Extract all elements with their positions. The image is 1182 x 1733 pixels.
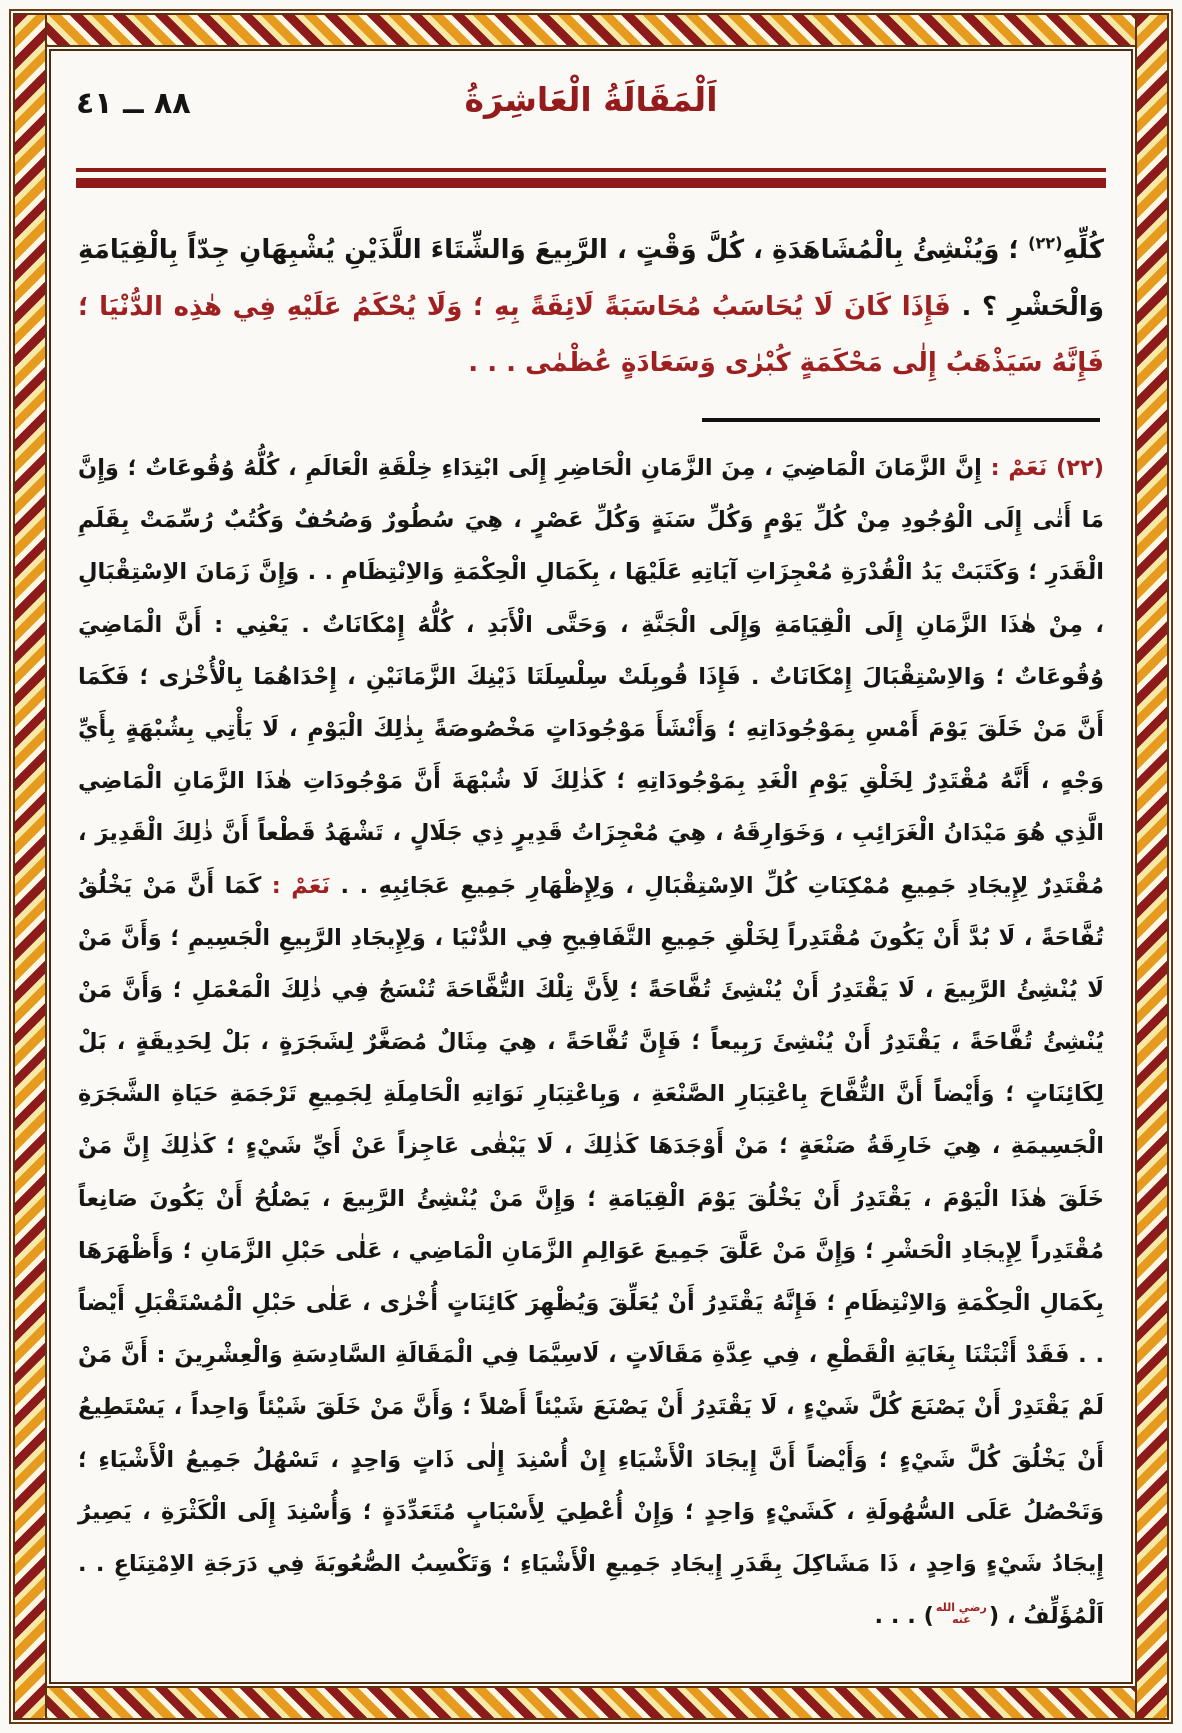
footnote-text-part1: إِنَّ الزَّمَانَ الْمَاضِيَ ، مِنَ الزَّمَانِ الْحَاضِرِ إِلَى ابْتِدَاءِ خِلْقَةِ الْعَالَمِ ، كُلُّهُ وُقُوعَاتٌ ؛ وَإِنَّ مَا أَتٰى إِلَى الْوُجُودِ مِنْ كُلِّ يَوْمٍ وَكُلِّ سَنَةٍ وَكُلِّ عَصْرٍ ، هِيَ سُطُورٌ وَصُحُفٌ وَكُتُبٌ رُسِّمَتْ بِقَلَمِ الْقَدَرِ ؛ وَكَتَبَتْ يَدُ الْقُدْرَةِ مُعْجِزَاتِ آيَاتِهِ عَلَيْهَا ، بِكَمَالِ الْحِكْمَةِ وَالاِنْتِظَامِ . . وَإِنَّ زَمَانَ الاِسْتِقْبَالِ ، مِنْ هٰذَا الزَّمَانِ إِلَى الْقِيَامَةِ وَإِلَى الْجَنَّةِ ، وَحَتَّى الْأَبَدِ ، كُلُّهُ إِمْكَانَاتٌ . يَعْنِي : أَنَّ الْمَاضِيَ وُقُوعَاتٌ ؛ وَالاِسْتِقْبَالَ إِمْكَانَاتٌ . فَإِذَا قُوبِلَتْ سِلْسِلَتَا ذَيْنِكَ الزَّمَانَيْنِ ، إِحْدَاهُمَا بِالْأُخْرٰى ؛ فَكَمَا أَنَّ مَنْ خَلَقَ يَوْمَ أَمْسِ بِمَوْجُودَاتِهِ ؛ وَأَنْشَأَ مَوْجُودَاتٍ مَخْصُوصَةً بِذٰلِكَ الْيَوْمِ ، لَا يَأْتِي بِشُبْهَةٍ بِأَيِّ وَجْهٍ ، أَنَّهُ مُقْتَدِرٌ لِخَلْقِ يَوْمِ الْغَدِ بِمَوْجُودَاتِهِ ؛ كَذٰلِكَ لَا شُبْهَةَ أَنَّ مَوْجُودَاتِ هٰذَا الزَّمَانِ الْمَاضِي الَّذِي هُوَ مَيْدَانُ الْغَرَائِبِ ، وَخَوَارِقَهُ ، هِيَ مُعْجِزَاتُ قَدِيرٍ ذِي جَلَالٍ ، تَشْهَدُ قَطْعاً أَنَّ ذٰلِكَ الْقَدِيرَ ، مُقْتَدِرٌ لِإِيجَادِ جَمِيعِ مُمْكِنَاتِ كُلِّ الاِسْتِقْبَالِ ، وَلِإِظْهَارِ جَمِيعِ عَجَائِبِهِ . . bbox=[78, 455, 1104, 899]
footnote-ellipsis: . . . bbox=[874, 1603, 924, 1630]
frame-chain-left bbox=[13, 13, 47, 1720]
frame-chain-right bbox=[1135, 13, 1169, 1720]
footnote-reference-22: (٢٢) bbox=[1028, 233, 1063, 253]
header-double-rule bbox=[76, 168, 1106, 188]
footnote-marker: (٢٢) نَعَمْ : bbox=[981, 455, 1105, 482]
seal-text-line1: رضي الله bbox=[935, 1601, 987, 1615]
page-header bbox=[76, 72, 1106, 146]
main-text-red: فَإِذَا كَانَ لَا يُحَاسَبُ مُحَاسَبَةً لَائِقَةً بِهِ ؛ وَلَا يُحْكَمُ عَلَيْهِ فِي هٰذِه الدُّنْيَا ؛ فَإِنَّهُ سَيَذْهَبُ إِلٰى مَحْكَمَةٍ كُبْرٰى وَسَعَادَةٍ عُظْمٰى . . . bbox=[78, 291, 1104, 379]
main-text-black-start: كُلِّهِ bbox=[1062, 235, 1104, 265]
seal-text-line2: عنه bbox=[952, 1612, 971, 1626]
frame-chain-top bbox=[13, 13, 1169, 47]
footnote-separator-rule bbox=[702, 418, 1100, 422]
page-content bbox=[76, 72, 1106, 1663]
page-title: اَلْمَقَالَةُ الْعَاشِرَةُ bbox=[464, 80, 718, 119]
frame-chain-bottom bbox=[13, 1686, 1169, 1720]
footnote-text-part2: كَمَا أَنَّ مَنْ يَخْلُقُ تُفَّاحَةً ، لَا بُدَّ أَنْ يَكُونَ مُقْتَدِراً لِخَلْقِ جَمِيعِ التَّفَافِيحِ فِي الدُّنْيَا ، وَلِإِيجَادِ الرَّبِيعِ الْجَسِيمِ ؛ وَأَنَّ مَنْ لَا يُنْشِئُ الرَّبِيعَ ، لَا يَقْتَدِرُ أَنْ يُنْشِئَ تُفَّاحَةً ؛ لِأَنَّ تِلْكَ التُّفَّاحَةَ تُنْسَجُ فِي ذٰلِكَ الْمَعْمَلِ ؛ وَأَنَّ مَنْ يُنْشِئُ تُفَّاحَةً ، يَقْتَدِرُ أَنْ يُنْشِئَ رَبِيعاً ؛ فَإِنَّ تُفَّاحَةً ، هِيَ مِثَالٌ مُصَغَّرٌ لِشَجَرَةٍ ، بَلْ لِحَدِيقَةٍ ، بَلْ لِكَائِنَاتٍ ؛ وَأَيْضاً أَنَّ التُّفَّاحَ بِاعْتِبَارِ الصَّنْعَةِ ، وَبِاعْتِبَارِ نَوَاتِهِ الْحَامِلَةِ لِجَمِيعِ تَرْجَمَةِ حَيَاةِ الشَّجَرَةِ الْجَسِيمَةِ ، هِيَ خَارِقَةُ صَنْعَةٍ ؛ مَنْ أَوْجَدَهَا كَذٰلِكَ ، لَا يَبْقٰى عَاجِزاً عَنْ أَيِّ شَيْءٍ ؛ كَذٰلِكَ إِنَّ مَنْ خَلَقَ هٰذَا الْيَوْمَ ، يَقْتَدِرُ أَنْ يَخْلُقَ يَوْمَ الْقِيَامَةِ ؛ وَإِنَّ مَنْ يُنْشِئُ الرَّبِيعَ ، يَصْلُحُ أَنْ يَكُونَ صَانِعاً مُقْتَدِراً لِإِيجَادِ الْحَشْرِ ؛ وَإِنَّ مَنْ عَلَّقَ جَمِيعَ عَوَالِمِ الزَّمَانِ الْمَاضِي ، عَلٰى حَبْلِ الزَّمَانِ ؛ وَأَظْهَرَهَا بِكَمَالِ الْحِكْمَةِ وَالاِنْتِظَامِ ؛ فَإِنَّهُ يَقْتَدِرُ أَنْ يُعَلِّقَ وَيُظْهِرَ كَائِنَاتٍ أُخْرٰى ، عَلٰى حَبْلِ الْمُسْتَقْبَلِ أَيْضاً . . فَقَدْ أَثْبَتْنَا بِغَايَةِ الْقَطْعِ ، فِي عِدَّةِ مَقَالَاتٍ ، لَاسِيَّمَا فِي الْمَقَالَةِ السَّادِسَةِ وَالْعِشْرِينَ : أَنَّ مَنْ لَمْ يَقْتَدِرْ أَنْ يَصْنَعَ كُلَّ شَيْءٍ ، لَا يَقْتَدِرُ أَنْ يَصْنَعَ شَيْئاً أَصْلاً ؛ وَأَنَّ مَنْ خَلَقَ شَيْئاً وَاحِداً ، يَسْتَطِيعُ أَنْ يَخْلُقَ كُلَّ شَيْءٍ ؛ وَأَيْضاً أَنَّ إِيجَادَ الْأَشْيَاءِ إِنْ أُسْنِدَ إِلٰى ذَاتٍ وَاحِدٍ ، تَسْهُلُ جَمِيعُ الْأَشْيَاءِ ؛ وَتَحْصُلُ عَلَى السُّهُولَةِ ، كَشَيْءٍ وَاحِدٍ ؛ وَإِنْ أُعْطِيَ لِأَسْبَابٍ مُتَعَدِّدَةٍ ؛ وَأُسْنِدَ إِلَى الْكَثْرَةِ ، يَصِيرُ إِيجَادُ شَيْءٍ وَاحِدٍ ، ذَا مَشَاكِلَ بِقَدَرِ إِيجَادِ جَمِيعِ الْأَشْيَاءِ ؛ وَتَكْسِبُ الصُّعُوبَةَ فِي دَرَجَةِ الاِمْتِنَاعِ . . bbox=[78, 872, 1104, 1577]
footnote-author-label: اَلْمُؤَلِّفُ ، bbox=[999, 1603, 1104, 1630]
main-text-black-rest: ؛ وَيُنْشِئُ بِالْمُشَاهَدَةِ ، كُلَّ وَقْتٍ ، الرَّبِيعَ وَالشِّتَاءَ اللَّذَيْنِ يُشْبِهَانِ جِدّاً بِالْقِيَامَةِ وَالْحَشْرِ ؟ . bbox=[78, 235, 1105, 322]
author-blessing-seal bbox=[934, 1602, 989, 1625]
footnote-naam-red: نَعَمْ : bbox=[261, 872, 331, 899]
page-numbers: ٨٨ ــ ٤١ bbox=[76, 86, 191, 121]
seal-open-paren: ( bbox=[988, 1603, 1000, 1630]
footnote-paragraph bbox=[78, 442, 1104, 1642]
seal-close-paren: ) bbox=[923, 1603, 934, 1630]
main-paragraph bbox=[78, 222, 1104, 392]
